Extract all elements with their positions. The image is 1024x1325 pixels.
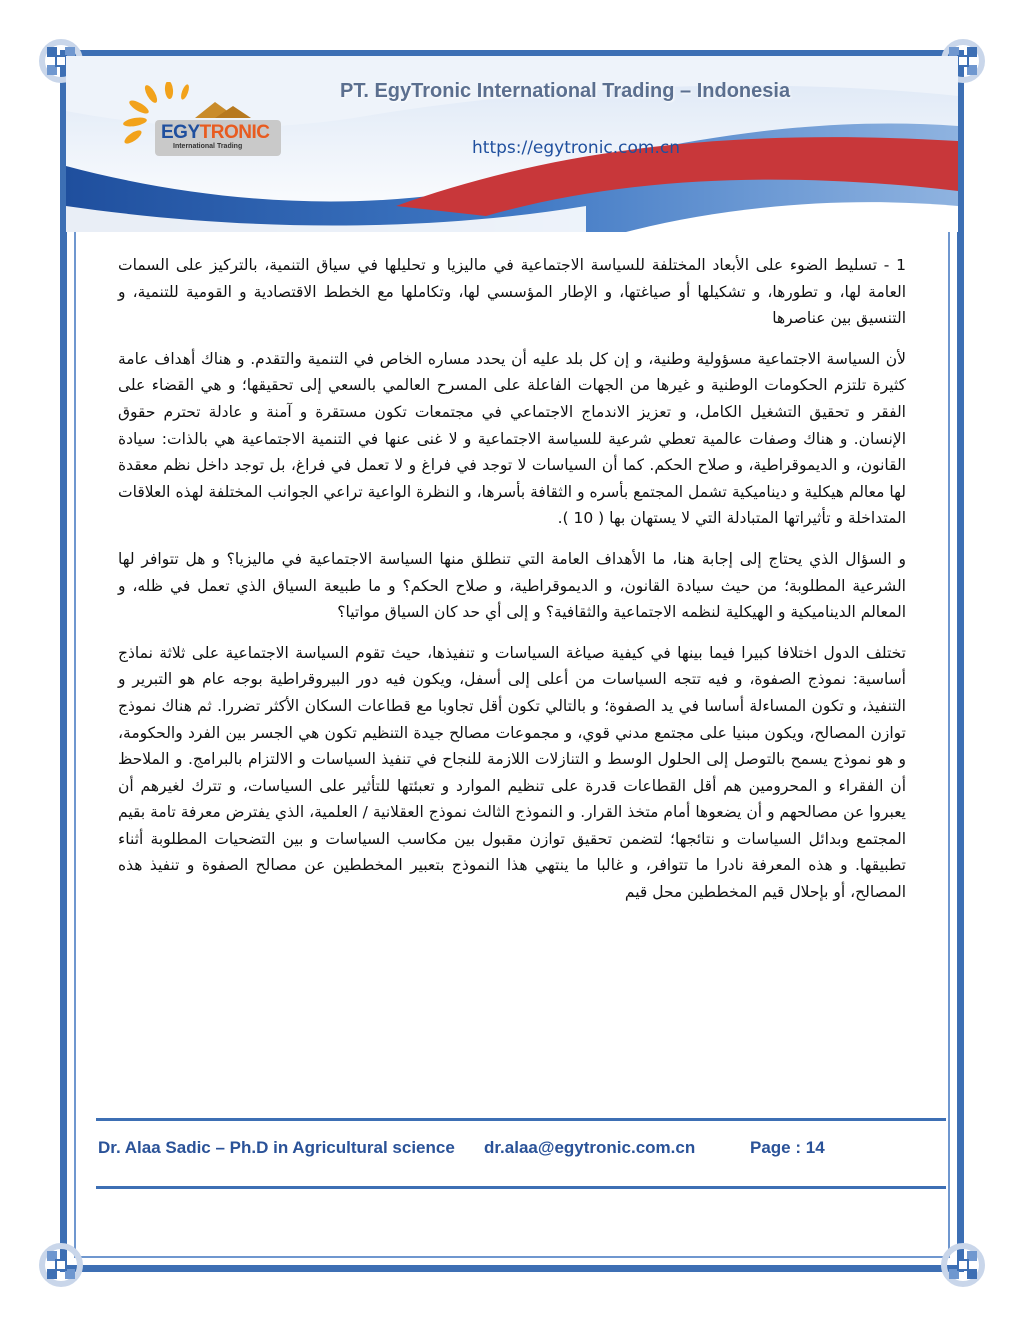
corner-ornament-bottom-left	[36, 1240, 86, 1290]
egytronic-logo	[115, 82, 285, 162]
company-title: PT. EgyTronic International Trading – Indonesia	[340, 80, 791, 102]
company-url-link[interactable]: https://egytronic.com.cn	[472, 138, 681, 158]
paragraph-1: 1 - تسليط الضوء على الأبعاد المختلفة للسياسة الاجتماعية في ماليزيا و تحليلها في سياق التنمية، بالتركيز على السمات العامة لها، و تطورها، و تشكيلها أو صياغتها، و الإطار المؤسسي لها، وتكاملها مع الخطط الاقتصادية و القومية للتنمية، و التنسيق بين عناصرها	[118, 256, 906, 328]
logo-tagline: International Trading	[173, 143, 243, 150]
footer-author: Dr. Alaa Sadic – Ph.D in Agricultural science	[98, 1138, 455, 1157]
corner-ornament-bottom-right	[938, 1240, 988, 1290]
footer-email-link[interactable]: dr.alaa@egytronic.com.cn	[484, 1138, 696, 1157]
footer-rule-top	[96, 1118, 946, 1121]
document-body	[118, 252, 906, 920]
footer-rule-bottom	[96, 1186, 946, 1189]
paragraph-4: تختلف الدول اختلافا كبيرا فيما بينها في كيفية صياغة السياسات و تنفيذها، حيث تقوم السياسة الاجتماعية على ثلاثة نماذج أساسية: نموذج الصفوة، و فيه تتجه السياسات من أعلى إلى أسفل، ويكون فيه دور البيروقراطية بوجه عام هو التبرير و التنفيذ، و تكون المساءلة أساسا في يد الصفوة؛ و بالتالي تكون أقل تجاوبا مع قطاعات السكان الأكثر تضررا. ثم هناك نموذج توازن المصالح، ويكون مبنيا على مجتمع مدني قوي، و مجموعات مصالح جيدة التنظيم تكون هي الجسر بين الفرد والحكومة، و هو نموذج يسمح بالتوصل إلى الحلول الوسط و التنازلات اللازمة للنجاح في تنفيذ السياسات و الالتزام بالبرامج. و الملاحظ أن الفقراء و المحرومين هم أقل القطاعات قدرة على تنظيم الموارد و تعبئتها للتأثير على السياسات، و تترك لغيرهم أن يعبروا عن مصالحهم و أن يضعوها أمام متخذ القرار. و النموذج الثالث نموذج العقلانية / العلمية، الذي يفترض معرفة تامة بقيم المجتمع وبدائل السياسات و نتائجها؛ لتضمن تحقيق توازن مقبول بين مكاسب السياسات و بين التضحيات المطلوبة أثناء تطبيقها. و هذه المعرفة نادرا ما تتوافر، و غالبا ما ينتهي هذا النموذج بتعبير المخططين عن مصالح الصفوة و تنفيذ هذه المصالح، أو بإحلال قيم المخططين محل قيم	[118, 643, 906, 902]
paragraph-2: لأن السياسة الاجتماعية مسؤولية وطنية، و إن كل بلد عليه أن يحدد مساره الخاص في التنمية والتقدم. و هناك أهداف عامة كثيرة تلتزم الحكومات الوطنية و غيرها من الجهات الفاعلة على المسرح العالمي بالسعي إلى تحقيقها؛ و هي القضاء على الفقر و تحقيق التشغيل الكامل، و تعزيز الاندماج الاجتماعي في مجتمعات تكون مستقرة و آمنة و عادلة تحترم حقوق الإنسان. و هناك وصفات عالمية تعطي شرعية للسياسة الاجتماعية و لا غنى عنها في التنمية الاجتماعية هي بالذات: سيادة القانون، و الديموقراطية، و صلاح الحكم. كما أن السياسات لا توجد في فراغ و لا تعمل في فراغ، بل توجد داخل نظم معقدة لها معالم هيكلية و ديناميكية تشمل المجتمع بأسره و الثقافة بأسرها، و النظرة الواعية تراعي الجوانب المختلفة لهذه العلاقات المتداخلة و تأثيراتها المتبادلة التي لا يستهان بها ( 10 ).	[118, 349, 906, 528]
logo-wordmark: EGYTRONIC	[161, 122, 270, 143]
footer-page-number: Page : 14	[750, 1138, 825, 1157]
paragraph-3: و السؤال الذي يحتاج إلى إجابة هنا، ما الأهداف العامة التي تنطلق منها السياسة الاجتماعية في ماليزيا؟ و هل تتوافر لها الشرعية المطلوبة؛ من حيث سيادة القانون، و الديموقراطية، و صلاح الحكم؟ و ما طبيعة السياق الذي تعمل في ظله، و المعالم الديناميكية و الهيكلية لنظمه الاجتماعية والثقافية؟ و إلى أي حد كان السياق مواتيا؟	[118, 549, 906, 622]
